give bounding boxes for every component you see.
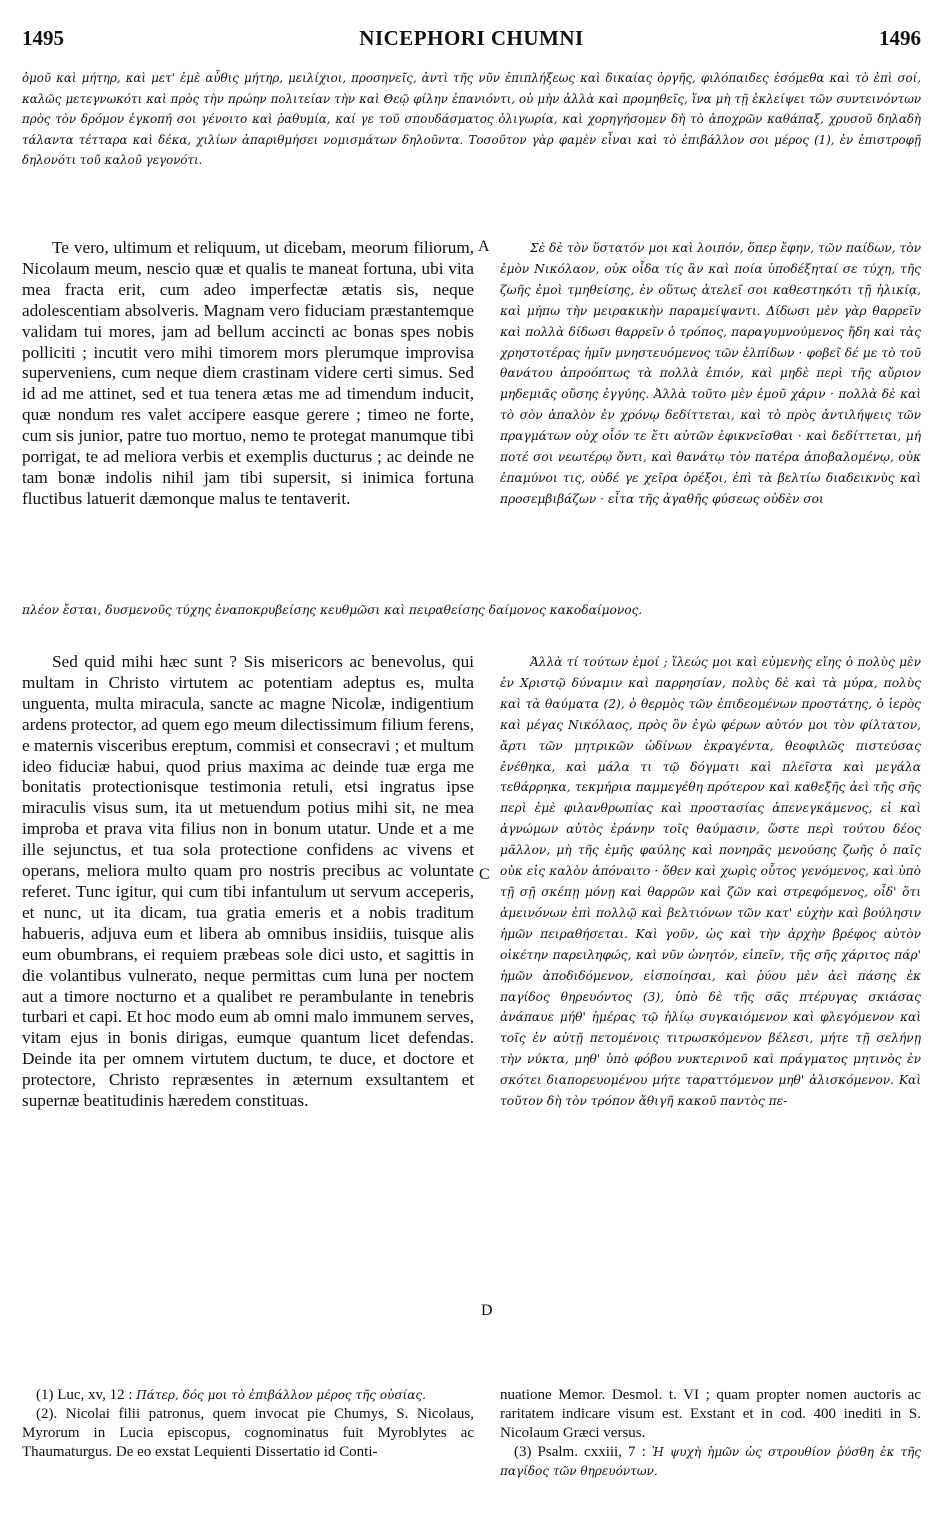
footnotes-right bbox=[500, 1386, 921, 1481]
footnote-3-greek: Ἡ ψυχὴ ἡμῶν ὡς στρουθίον ῥύσθη ἐκ τῆς παγίδος τῶν θηρευόντων. bbox=[500, 1445, 922, 1478]
running-title: NICEPHORI CHUMNI bbox=[359, 26, 584, 50]
latin-column-bottom bbox=[22, 652, 474, 1112]
footnotes-left bbox=[22, 1386, 474, 1462]
footnote-3-ref: (3) Psalm. cxxiii, 7 : bbox=[514, 1444, 646, 1460]
latin-paragraph-1: Te vero, ultimum et reliquum, ut dicebam, meorum filiorum, Nicolaum meum, nescio quæ et qualis te maneat fortuna, ubi vita mea fracta erit, cum adeo imperfectæ ætatis sis, neque adolescentiam absolveris. Magnam vero fiduciam præstantemque validam tui mores, jam ad bellum accincti ac bonas spes nobis polliciti ; incutit vero mihi timorem mors plerumque improvisa superveniens, cum neque diem crastinam videre certi simus. Sed id ad me attinet, sed et tua tenera ætas me ad timendum inducit, quæ nondum res valet accipere easque gerere ; timeo ne forte, cum sis junior, patre tuo mortuo, nemo te protegat manumque tibi porrigat, te ad meliora verbis et exemplis ducturus ; ac deinde ne tam bonæ indolis nihil jam tibi supersit, si inimica fortuna fluctibus latuerit dæmonque malus te tentaverit. bbox=[22, 238, 474, 508]
greek-column-bottom bbox=[500, 652, 921, 1112]
intro-greek-paragraph: ὁμοῦ καὶ μήτηρ, καὶ μετ' ἐμὲ αὖθις μήτηρ, μειλίχιοι, προσηνεῖς, ἀντὶ τῆς νῦν ἐπιπλήξεως καὶ δικαίας ὀργῆς, φιλόπαιδες ἐσόμεθα καὶ τὸ ἐπὶ σοί, καλῶς μετεγνωκότι καὶ πρὸς τὴν πρώην πολιτείαν τὴν καὶ Θεῷ φίλην ἐπανιόντι, οὐ μὴν ἀλλὰ καὶ προμηθεῖς, ἵνα μὴ τῇ ἐκλείψει τῶν συντεινόντων πρὸς τὸν δρόμον ἐγκοπή σοι γένοιτο καὶ ῥαθυμία, καί γε τοῦ σπουδάσματος ὀλιγωρία, καὶ χορηγήσομεν δὴ τὸ ἀποχρῶν καθάπαξ, χρυσοῦ δηλαδὴ τάλαντα τέτταρα καὶ δέκα, χιλίων ἀπαριθμήσει νομισμάτων δηλοῦντα. Τοσοῦτον γὰρ φαμὲν εἶναι καὶ τὸ ἐπιβάλλον σοι μέρος (1), ἐν ἐπιστροφῇ δηλονότι τοῦ καλοῦ γεγονότι. bbox=[22, 71, 921, 167]
footnote-1 bbox=[22, 1386, 474, 1405]
footnote-3 bbox=[500, 1443, 921, 1481]
greek-column-top bbox=[500, 238, 921, 510]
greek-bridge-line: πλέον ἔσται, δυσμενοῦς τύχης ἐναποκρυβείσης κευθμῶσι καὶ πειραθείσης δαίμονος κακοδαίμονος. bbox=[22, 603, 643, 617]
greek-paragraph-2: Ἀλλὰ τί τούτων ἐμοί ; ἵλεώς μοι καὶ εὐμενὴς εἴης ὁ πολὺς μὲν ἐν Χριστῷ δύναμιν καὶ παρρησίαν, πολὺς δὲ καὶ τὰ μύρα, πολὺς καὶ τὰ θαύματα (2), ὁ θερμὸς τῶν ἐπιδεομένων προστάτης, ὁ ἱερὸς καὶ μέγας Νικόλαος, πρὸς ὃν ἐγὼ φέρων αὐτόν μοι τὸν φίλτατον, ἄρτι τῶν μητρικῶν ὠδίνων ἐκραγέντα, θεοφιλῶς πιστεύσας ἐνέθηκα, καὶ μάλα τι τῷ δόγματι καὶ πλεῖστα καὶ μεγάλα τεθάρρηκα, τεκμήρια παμμεγέθη πρότερον καὶ καθεξῆς ἀεὶ τῆς σῆς περὶ ἐμὲ φιλανθρωπίας καὶ προστασίας ἀπενεγκάμενος, εἰ καὶ ἀγνώμων αὐτὸς ἐράνην τοῖς θαύμασιν, ὥστε περὶ τούτου δέος μᾶλλον, μὴ τῆς ἐμῆς φαύλης καὶ πονηρᾶς μενούσης ζωῆς ὁ παῖς οὐκ εἰς καλὸν ἀπόναιτο · ὅθεν καὶ χωρὶς οὗτος γενόμενος, καὶ ὑπὸ τῇ σῇ σκέπῃ μόνῃ καὶ θαρρῶν καὶ ζῶν καὶ στρεφόμενος, οἶδ' ὅτι ἀμεινόνων ἐπὶ πολλῷ καὶ βελτιόνων τῶν κατ' εὐχὴν καὶ βούλησιν ἡμῶν πειραθήσεται. Καὶ γοῦν, ὡς καὶ τὴν ἀρχὴν βρέφος αὐτὸν οἰκέτην παρειληφώς, καὶ νῦν ὠνητόν, εἰπεῖν, τῆς σῆς χάριτος πάρ' ἡμῶν ἀποδιδόμενον, εἰσποίησαι, καὶ ῥύου μὲν ἀεὶ πάσης ἐκ παγίδος θηρευόντος (3), ὑπὸ δὲ τῆς σᾶς πτέρυγας σκιάσας ἀνάπαυε μήθ' ἡμέρας τῷ ἡλίῳ συγκαιόμενον καὶ φλεγόμενον καὶ τοῖς ἐν αὐτῇ πετομένοις τιτρωσκόμενον βέλεσι, μήτε τῇ σελήνῃ τὴν νύκτα, μηθ' ὑπὸ φόβου νυκτερινοῦ καὶ πράγματος μητινὸς ἐν σκότει διαπορευομένου μήτε ταραττόμενον μηθ' ἁλισκόμενον. Καὶ τοῦτον δὴ τὸν τρόπον ἄθιγῆ κακοῦ παντὸς πε- bbox=[500, 655, 921, 1109]
footnote-2: (2). Nicolai filii patronus, quem invocat pie Chumys, S. Nicolaus, Myrorum in Lucia episcopus, cognominatus fuit Myroblytes ac Thaumaturgus. De eo exstat Lequienti Dissertatio id Conti- bbox=[22, 1406, 474, 1460]
greek-paragraph-1: Σὲ δὲ τὸν ὕστατόν μοι καὶ λοιπόν, ὅπερ ἔφην, τῶν παίδων, τὸν ἐμὸν Νικόλαον, οὐκ οἶδα τίς ἂν καὶ ποία ὑποδέξηταί σε τύχη, τῆς ζωῆς ἐμοὶ τμηθείσης, ἐν οὕτως ἀτελεῖ σοι καθεστηκότι τῇ ἡλικίᾳ, καὶ μήπω τὴν μειρακικὴν παραμείψαντι. Δίδωσι μὲν γὰρ θαρρεῖν καὶ πολλὰ δίδωσι θαρρεῖν ὁ τρόπος, παραγυμνούμενος ἤδη καὶ τὰς χρηστοτέρας ἡμῖν μνηστευόμενος τῶν ἐλπίδων · φοβεῖ δέ με τὸ τοῦ θανάτου ἀπροόπτως τὰ πολλὰ ἐπιόν, καὶ μηδὲ περὶ τῆς αὔριον μηδεμιᾶς οὔσης ἐγγύης. Ἀλλὰ τοῦτο μὲν ἐμοῦ χάριν · πολλὰ δὲ καὶ τὸ σὸν ἁπαλὸν ἐν χρόνῳ δεδίττεται, καὶ τὸ πρὸς ἀντιλήψεις τῶν πραγμάτων οὐχ οἷόν τε ἔτι αὐτῶν ἐφικνεῖσθαι · καὶ δεδίττεται, μή ποτέ σοι νεωτέρῳ ὄντι, καὶ θανάτῳ τὸν πατέρα ἀποβαλομένῳ, οὐκ ἐπαμύνοι τις, οὐδέ γε χεῖρα ὀρέξοι, ἐπὶ τὰ βελτίω διαδεικνὺς καὶ προσεμβιβάζων · εἶτα τῆς ἀγαθῆς φύσεως οὐδὲν σοι bbox=[500, 241, 921, 506]
page-number-right: 1496 bbox=[878, 26, 921, 50]
footnote-1-greek: Πάτερ, δός μοι τὸ ἐπιβάλλον μέρος τῆς οὐσίας. bbox=[136, 1388, 426, 1402]
latin-column-top bbox=[22, 238, 474, 510]
footnote-1-ref: (1) Luc, xv, 12 : bbox=[36, 1387, 133, 1403]
page-header bbox=[22, 26, 921, 62]
latin-paragraph-2: Sed quid mihi hæc sunt ? Sis misericors ac benevolus, qui multam in Christo virtutem ac potentiam adeptus es, multa unguenta, multa miracula, sancte ac magne Nicolæ, indigentium ardens protector, ad quem ego meum dilectissimum filium ferens, e maternis visceribus ereptum, commisi et consecravi ; et multum ideo fiduciæ habui, quod prius maxima ac deinde tuæ erga me bonitatis protectionisque testimonia retuli, etsi ingratus ipse miraculis visus sum, ita ut metuendum potius mihi sit, ne mea improba et prava vita filius non in bonum utatur. Unde et a me ille sejunctus, et tua sola protectione confidens ac vivens et operans, meliora multo quam pro nostris precibus ac voluntate referet. Tunc igitur, qui cum tibi infantulum ut servum acceperis, et nunc, ut ita dicam, tua gratia emeris et a nobis traditum habueris, adjuva eum et libera ab omnibus insidiis, tuisque alis eum obumbrans, ei requiem præbeas sole dici usto, et sagittis in die volantibus vulnerato, neque permittas cum luna per noctem aut a timore nocturno et a qualibet re perambulante in tenebris turbari et capi. Et hoc modo eum ab omni malo immunem serves, vitam ejus in bonis dirigas, eumque quantum licet defendas. Deinde ita per omnem virtutem ductum, te duce, et doctore et protectore, Christo repræsentes in æternum exsultantem et supernæ beatitudinis hæredem constituas. bbox=[22, 652, 474, 1111]
section-marker-a: A bbox=[478, 238, 490, 255]
section-marker-c: C bbox=[479, 866, 490, 883]
page-number-left: 1495 bbox=[22, 26, 64, 50]
section-marker-d: D bbox=[481, 1302, 493, 1319]
footnote-2-continued: nuatione Memor. Desmol. t. VI ; quam propter nomen auctoris ac raritatem indicare visum est. Exstant et in cod. 400 inediti in S. Nicolaum Græci versus. bbox=[500, 1387, 921, 1441]
